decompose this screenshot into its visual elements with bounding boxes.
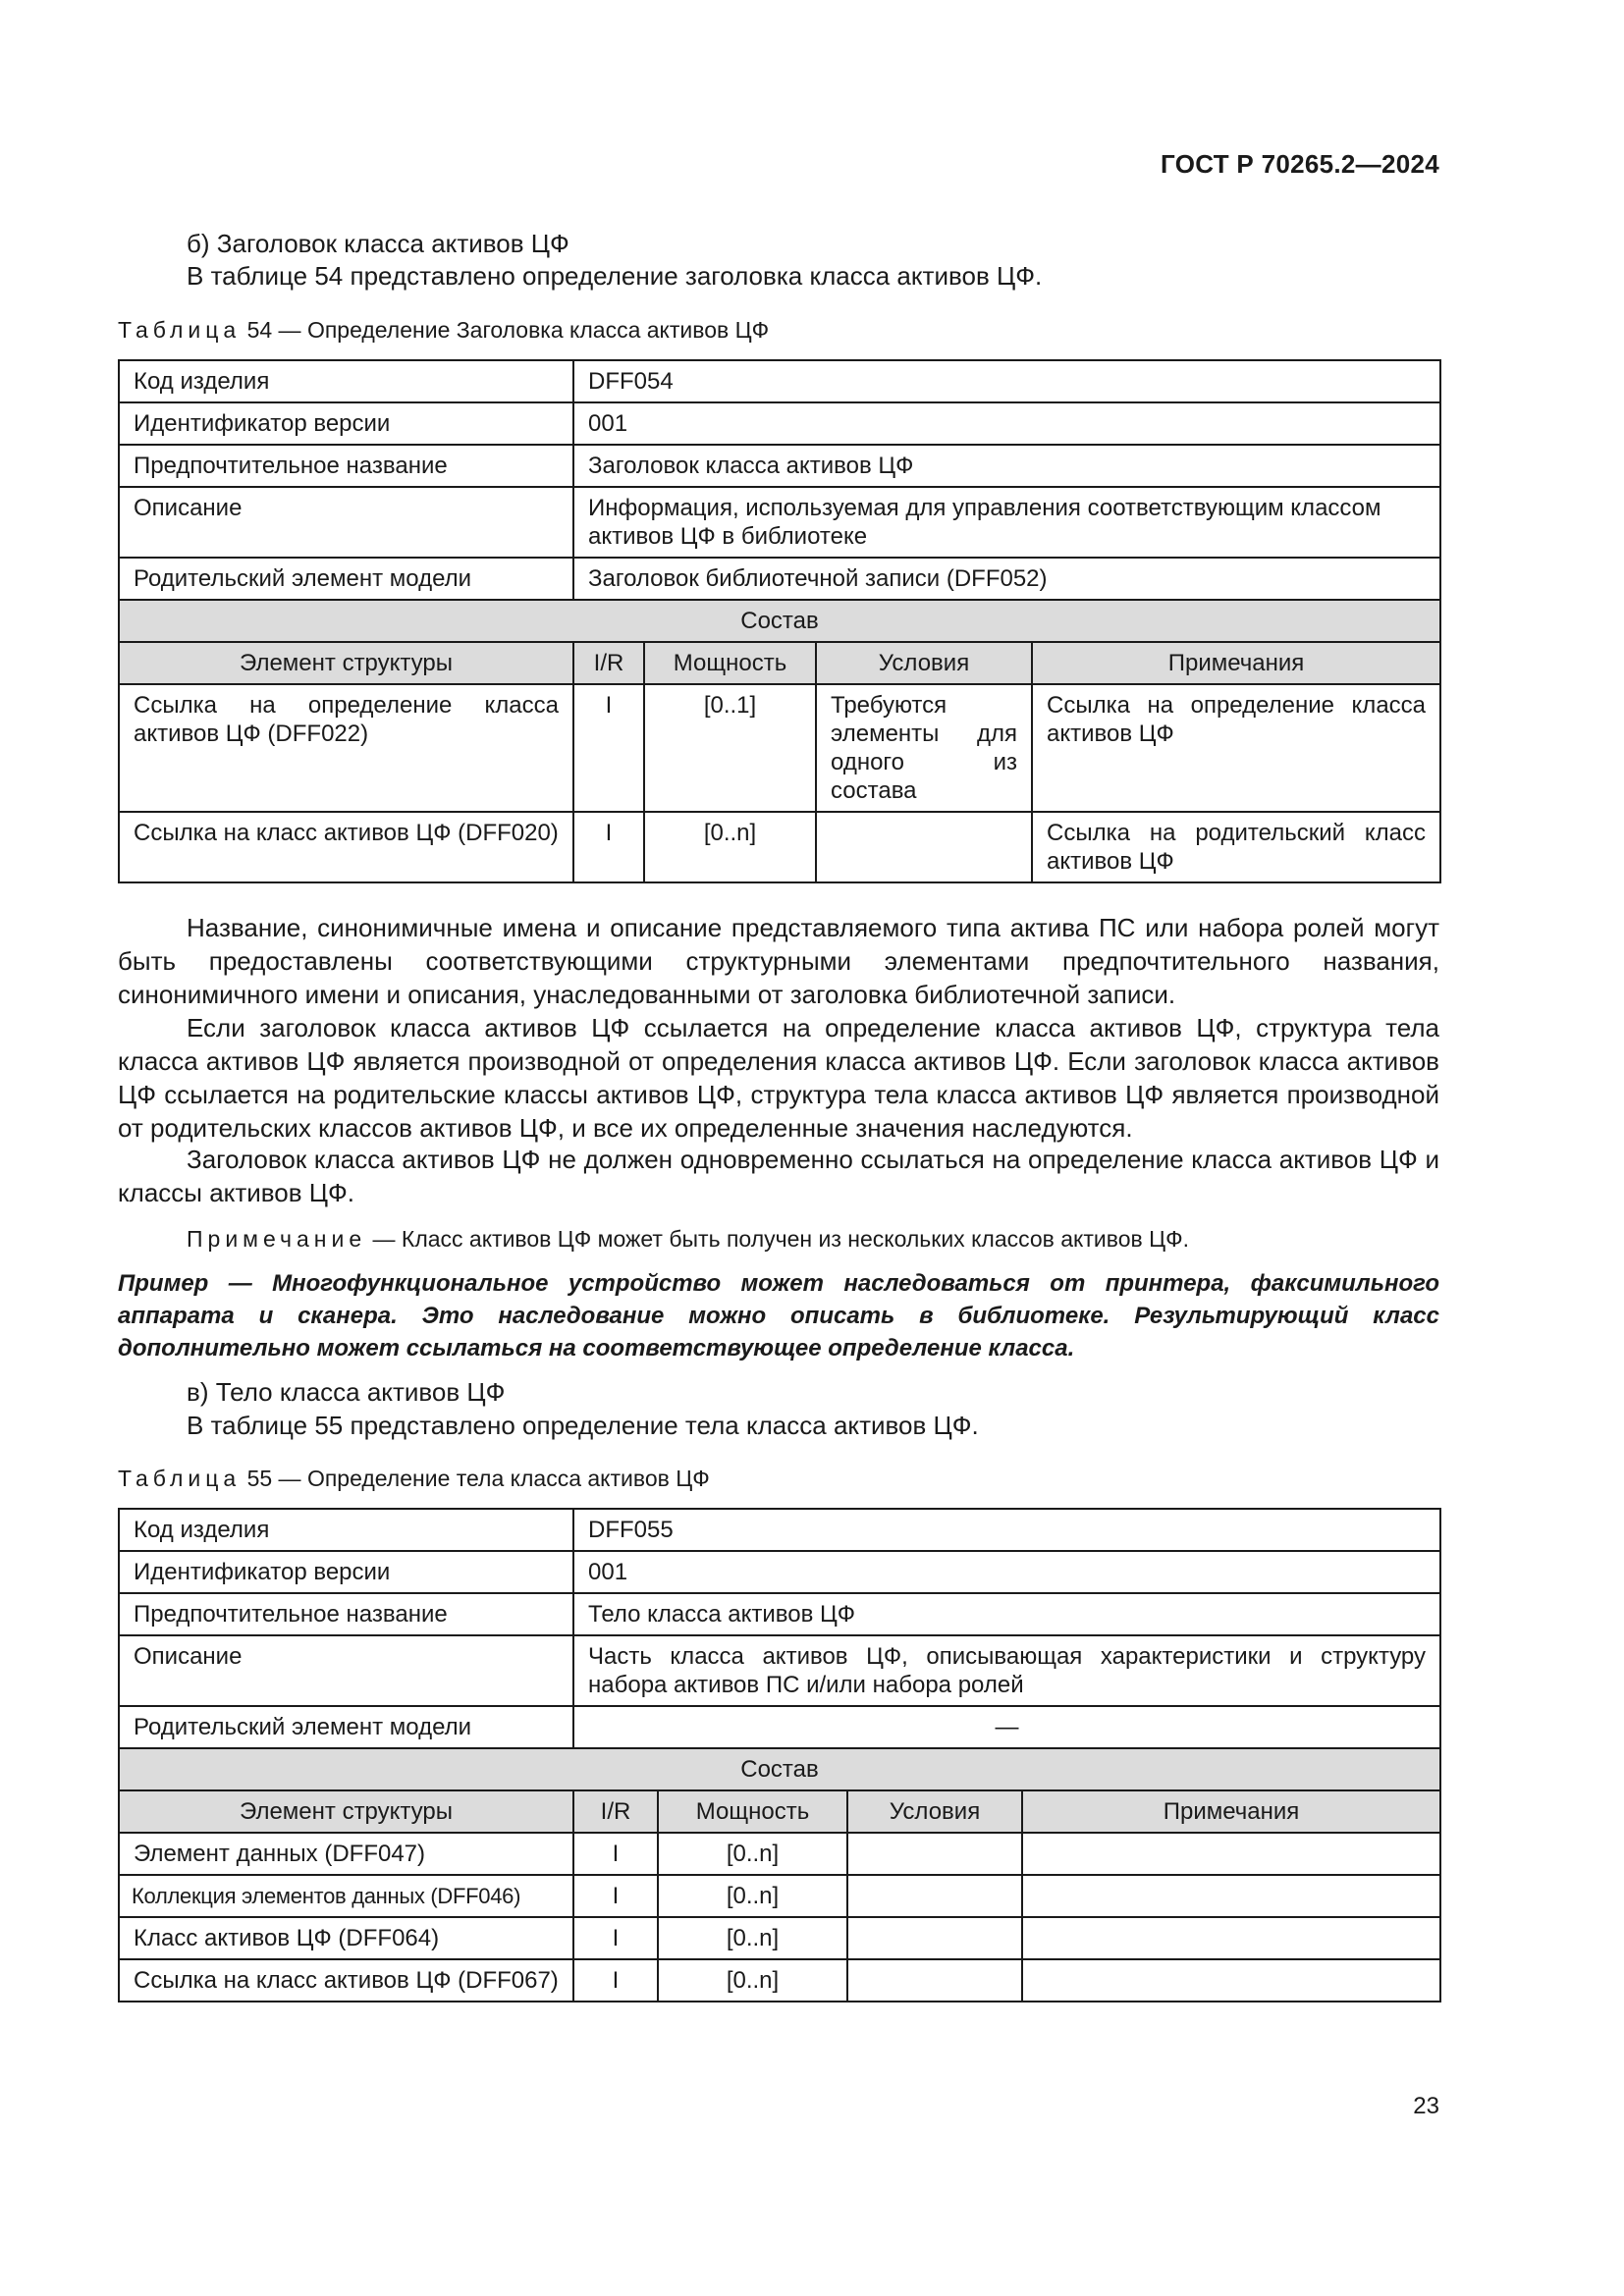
conditions-value (816, 812, 1032, 882)
row-label: Предпочтительное название (119, 1593, 573, 1635)
section-intro-v: В таблице 55 представлено определение тела класса активов ЦФ. (187, 1411, 979, 1440)
column-header: Элемент структуры (119, 642, 573, 684)
structure-element: Класс активов ЦФ (DFF064) (119, 1917, 573, 1959)
row-value: 001 (573, 1551, 1440, 1593)
notes-value (1022, 1833, 1440, 1875)
column-header: Мощность (658, 1790, 847, 1833)
column-header: Элемент структуры (119, 1790, 573, 1833)
composition-header-row (119, 1748, 1440, 1790)
table-row (119, 1551, 1440, 1593)
table-row (119, 1593, 1440, 1635)
notes-value (1022, 1959, 1440, 2002)
section-heading-b: б) Заголовок класса активов ЦФ (187, 229, 569, 258)
notes-value (1022, 1875, 1440, 1917)
row-label: Описание (119, 487, 573, 558)
ir-value: I (573, 684, 644, 812)
notes-value (1022, 1917, 1440, 1959)
note (187, 1226, 1189, 1253)
composition-label: Состав (119, 600, 1440, 642)
column-header: I/R (573, 642, 644, 684)
column-header-row (119, 642, 1440, 684)
cardinality-value: [0..n] (658, 1959, 847, 2002)
structure-element: Ссылка на определение класса активов ЦФ (DFF022) (119, 684, 573, 812)
column-header: Примечания (1032, 642, 1440, 684)
ir-value: I (573, 1917, 658, 1959)
table-row (119, 1833, 1440, 1875)
cardinality-value: [0..n] (644, 812, 816, 882)
row-value: 001 (573, 402, 1440, 445)
conditions-value (847, 1959, 1022, 2002)
table-row (119, 1706, 1440, 1748)
cardinality-value: [0..n] (658, 1875, 847, 1917)
document-code: ГОСТ Р 70265.2—2024 (1161, 149, 1439, 179)
paragraph (118, 1143, 1439, 1209)
paragraph (118, 911, 1439, 1011)
structure-element: Ссылка на класс активов ЦФ (DFF067) (119, 1959, 573, 2002)
cardinality-value: [0..n] (658, 1833, 847, 1875)
table-row (119, 1917, 1440, 1959)
row-label: Родительский элемент модели (119, 1706, 573, 1748)
table-row (119, 558, 1440, 600)
row-value: DFF055 (573, 1509, 1440, 1551)
composition-header-row (119, 600, 1440, 642)
table-row (119, 445, 1440, 487)
paragraph-text: Если заголовок класса активов ЦФ ссылается на определение класса активов ЦФ, структура тела класса активов ЦФ является производной от определения класса активов ЦФ. Если заголовок класса активов ЦФ ссылается на родительские классы активов ЦФ, структура тела класса активов ЦФ является производной от родительских классов активов ЦФ, и все их определенные значения наследуются. (118, 1013, 1439, 1143)
row-value: Тело класса активов ЦФ (573, 1593, 1440, 1635)
table-55 (118, 1508, 1441, 2002)
conditions-value (847, 1833, 1022, 1875)
paragraph (118, 1011, 1439, 1145)
row-label: Идентификатор версии (119, 1551, 573, 1593)
row-value: — (573, 1706, 1440, 1748)
table-row (119, 1635, 1440, 1706)
table-row (119, 1959, 1440, 2002)
paragraph-text: Название, синонимичные имена и описание представляемого типа актива ПС или набора ролей могут быть предоставлены соответствующими структурными элементами предпочтительного названия, синонимичного имени и описания, унаследованными от заголовка библиотечной записи. (118, 913, 1439, 1009)
structure-element: Коллекция элементов данных (DFF046) (119, 1875, 573, 1917)
cardinality-value: [0..1] (644, 684, 816, 812)
table-54-caption (118, 317, 769, 344)
example-text: Пример — Многофункциональное устройство может наследоваться от принтера, факсимильного аппарата и сканера. Это наследование можно описать в библиотеке. Результирующий класс дополнительно может ссылаться на соответствующее определение класса. (118, 1270, 1439, 1362)
structure-element: Элемент данных (DFF047) (119, 1833, 573, 1875)
caption-prefix: Таблица (118, 1466, 242, 1491)
ir-value: I (573, 1959, 658, 2002)
ir-value: I (573, 1833, 658, 1875)
column-header-row (119, 1790, 1440, 1833)
paragraph-text: Заголовок класса активов ЦФ не должен одновременно ссылаться на определение класса активов ЦФ и классы активов ЦФ. (118, 1145, 1439, 1207)
table-row (119, 1875, 1440, 1917)
row-value: Заголовок библиотечной записи (DFF052) (573, 558, 1440, 600)
example (118, 1267, 1439, 1364)
table-row (119, 360, 1440, 402)
notes-value: Ссылка на определение класса активов ЦФ (1032, 684, 1440, 812)
notes-value: Ссылка на родительский класс активов ЦФ (1032, 812, 1440, 882)
row-label: Предпочтительное название (119, 445, 573, 487)
conditions-value (847, 1917, 1022, 1959)
table-row (119, 812, 1440, 882)
table-row (119, 402, 1440, 445)
column-header: I/R (573, 1790, 658, 1833)
cardinality-value: [0..n] (658, 1917, 847, 1959)
section-intro-b: В таблице 54 представлено определение заголовка класса активов ЦФ. (187, 261, 1043, 291)
column-header: Условия (847, 1790, 1022, 1833)
table-row (119, 487, 1440, 558)
table-55-caption (118, 1466, 710, 1492)
caption-text: 54 — Определение Заголовка класса активов ЦФ (246, 317, 770, 343)
table-row (119, 684, 1440, 812)
table-54 (118, 359, 1441, 883)
column-header: Примечания (1022, 1790, 1440, 1833)
ir-value: I (573, 1875, 658, 1917)
column-header: Мощность (644, 642, 816, 684)
row-value: Информация, используемая для управления соответствующим классом активов ЦФ в библиотеке (573, 487, 1440, 558)
row-label: Идентификатор версии (119, 402, 573, 445)
caption-prefix: Таблица (118, 317, 242, 343)
row-label: Код изделия (119, 1509, 573, 1551)
page-number: 23 (1413, 2093, 1439, 2119)
note-text: — Класс активов ЦФ может быть получен из нескольких классов активов ЦФ. (366, 1226, 1190, 1252)
row-value: DFF054 (573, 360, 1440, 402)
conditions-value (847, 1875, 1022, 1917)
row-label: Родительский элемент модели (119, 558, 573, 600)
composition-label: Состав (119, 1748, 1440, 1790)
structure-element: Ссылка на класс активов ЦФ (DFF020) (119, 812, 573, 882)
table-row (119, 1509, 1440, 1551)
note-prefix: Примечание (187, 1226, 367, 1252)
row-value: Заголовок класса активов ЦФ (573, 445, 1440, 487)
caption-text: 55 — Определение тела класса активов ЦФ (246, 1466, 710, 1491)
section-heading-v: в) Тело класса активов ЦФ (187, 1377, 506, 1407)
row-value: Часть класса активов ЦФ, описывающая характеристики и структуру набора активов ПС и/или набора ролей (573, 1635, 1440, 1706)
conditions-value: Требуются элементы для одного из состава (816, 684, 1032, 812)
row-label: Код изделия (119, 360, 573, 402)
row-label: Описание (119, 1635, 573, 1706)
ir-value: I (573, 812, 644, 882)
column-header: Условия (816, 642, 1032, 684)
